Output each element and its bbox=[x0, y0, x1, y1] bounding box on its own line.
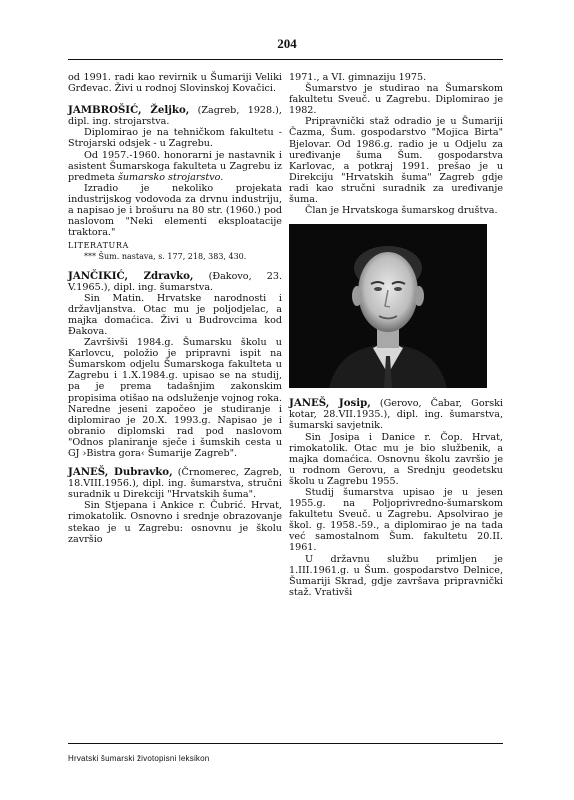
entry-text: Od 1957.-1960. honorarni je nastavnik i asistent Šumarskoga fakulteta u Zagrebu iz predmeta bbox=[68, 149, 282, 183]
right-column bbox=[289, 72, 503, 598]
footer-title: Hrvatski šumarski životopisni leksikon bbox=[68, 754, 210, 763]
literature-label: LITERATURA bbox=[68, 241, 129, 251]
page-number: 204 bbox=[277, 36, 297, 51]
entry-janes-dubravko bbox=[68, 467, 282, 545]
entry-paragraph: Diplomirao je na tehničkom fakultetu - Strojarski odsjek - u Zagrebu. bbox=[68, 127, 282, 150]
entry-paragraph bbox=[68, 150, 282, 183]
entry-headword: JANEŠ, Josip, bbox=[289, 397, 371, 410]
portrait-photo-icon bbox=[289, 224, 487, 388]
entry-paragraph: Sin Josipa i Danice r. Čop. Hrvat, rimokatolik. Otac mu je bio službenik, a majka domaćica. Osnovnu školu završio je u rodnom Gerovu, a Srednju geodetsku školu u Zagrebu 1955. bbox=[289, 431, 503, 487]
entry-paragraph: Studij šumarstva upisao je u jesen 1955.g. na Poljoprivredno-šumarskom fakultetu Sveuč. u Zagrebu. Apsolvirao je škol. g. 1958.-59., a diplomirao je na tada već samostalnom Šum. fakultetu 20.II. 1961. bbox=[289, 486, 503, 554]
continued-text: 1971., a VI. gimnaziju 1975. bbox=[289, 72, 427, 83]
entry-intro: (Gerovo, Čabar, Gorski kotar, 28.VII.1935.), dipl. ing. šumarstva, šumarski savjetnik. bbox=[289, 398, 503, 432]
entry-headword: JANEŠ, Dubravko, bbox=[68, 466, 173, 479]
entry-paragraph: Izradio je nekoliko projekata industrijskog vodovoda za drvnu industriju, a napisao je i brošuru na 80 str. (1960.) pod naslovom "Neki elementi eksploatacije traktora." bbox=[68, 182, 282, 239]
entry-paragraph: Član je Hrvatskoga šumarskog društva. bbox=[305, 205, 498, 217]
entry-jancikic bbox=[68, 271, 282, 460]
header-rule bbox=[68, 59, 503, 60]
entry-paragraph: Pripravnički staž odradio je u Šumariji Čazma, Šum. gospodarstvo "Mojica Birta" Bjelovar. Od 1986.g. radio je u Odjelu za uređivanje šuma Šum. gospodarstva Karlovac, a potkraj 1991. prešao je u Direkciju "Hrvatskih šuma" Zagreb gdje radi kao stručni suradnik za uređivanje šuma. bbox=[289, 116, 503, 206]
entry-janes-josip bbox=[289, 398, 503, 598]
literature-entry: *** Šum. nastava, s. 177, 218, 383, 430. bbox=[84, 252, 247, 262]
entry-heading bbox=[289, 398, 503, 431]
entry-paragraph: Sin Matin. Hrvatske narodnosti i državljanstva. Otac mu je poljodjelac, a majka domaćica. Živi u Budrovcima kod Đakova. bbox=[68, 292, 282, 337]
footer-rule bbox=[68, 743, 503, 744]
entry-jambrosic bbox=[68, 105, 282, 262]
entry-paragraph: Šumarstvo je studirao na Šumarskom fakultetu Sveuč. u Zagrebu. Diplomirao je 1982. bbox=[289, 83, 503, 117]
entry-headword: JANČIKIĆ, Zdravko, bbox=[68, 269, 194, 282]
entry-heading bbox=[68, 467, 282, 500]
entry-paragraph: U državnu službu primljen je 1.III.1961.g. u Šum. gospodarstvo Delnice, Šumariji Skrad, gdje završava pripravnički staž. Vrativši bbox=[289, 553, 503, 598]
entry-paragraph: Sin Stjepana i Ankice r. Čubrić. Hrvat, rimokatolik. Osnovno i srednje obrazovanje stekao je u Zagrebu: osnovnu je školu završio bbox=[68, 500, 282, 545]
continued-text: od 1991. radi kao revirnik u Šumariji Veliki Grđevac. Živi u rodnoj Slovinskoj Kovačici. bbox=[68, 72, 282, 95]
entry-intro: (Zagreb, 1928.), dipl. ing. strojarstva. bbox=[68, 105, 282, 128]
entry-emphasis: šumarsko strojarstvo. bbox=[117, 171, 224, 183]
entry-intro: (Đakovo, 23. V.1965.), dipl. ing. šumarstva. bbox=[68, 270, 282, 293]
entry-heading bbox=[68, 271, 282, 293]
left-column bbox=[68, 72, 282, 545]
entry-heading bbox=[68, 105, 282, 127]
entry-headword: JAMBROŠIĆ, Željko, bbox=[68, 104, 190, 117]
portrait-photo bbox=[289, 224, 487, 388]
entry-paragraph: Završivši 1984.g. Šumarsku školu u Karlovcu, položio je pripravni ispit na Šumarskom odjelu Šumarskoga fakulteta u Zagrebu i 1.X.1984.g. upisao se na studij, pa je prema tadašnjim zakonskim propisima otišao na odsluženje vojnog roka. Naredne jeseni započeo je studiranje i diplomirao je 20.X. 1993.g. Napisao je i obranio diplomski rad pod naslovom "Odnos planiranje sječe i šumskih cesta u GJ ›Bistra gora‹ Šumarije Zagreb". bbox=[68, 337, 282, 459]
entry-intro: (Črnomerec, Zagreb, 18.VIII.1956.), dipl. ing. šumarstva, stručni suradnik u Direkciji "Hrvatskih šuma". bbox=[68, 467, 282, 501]
